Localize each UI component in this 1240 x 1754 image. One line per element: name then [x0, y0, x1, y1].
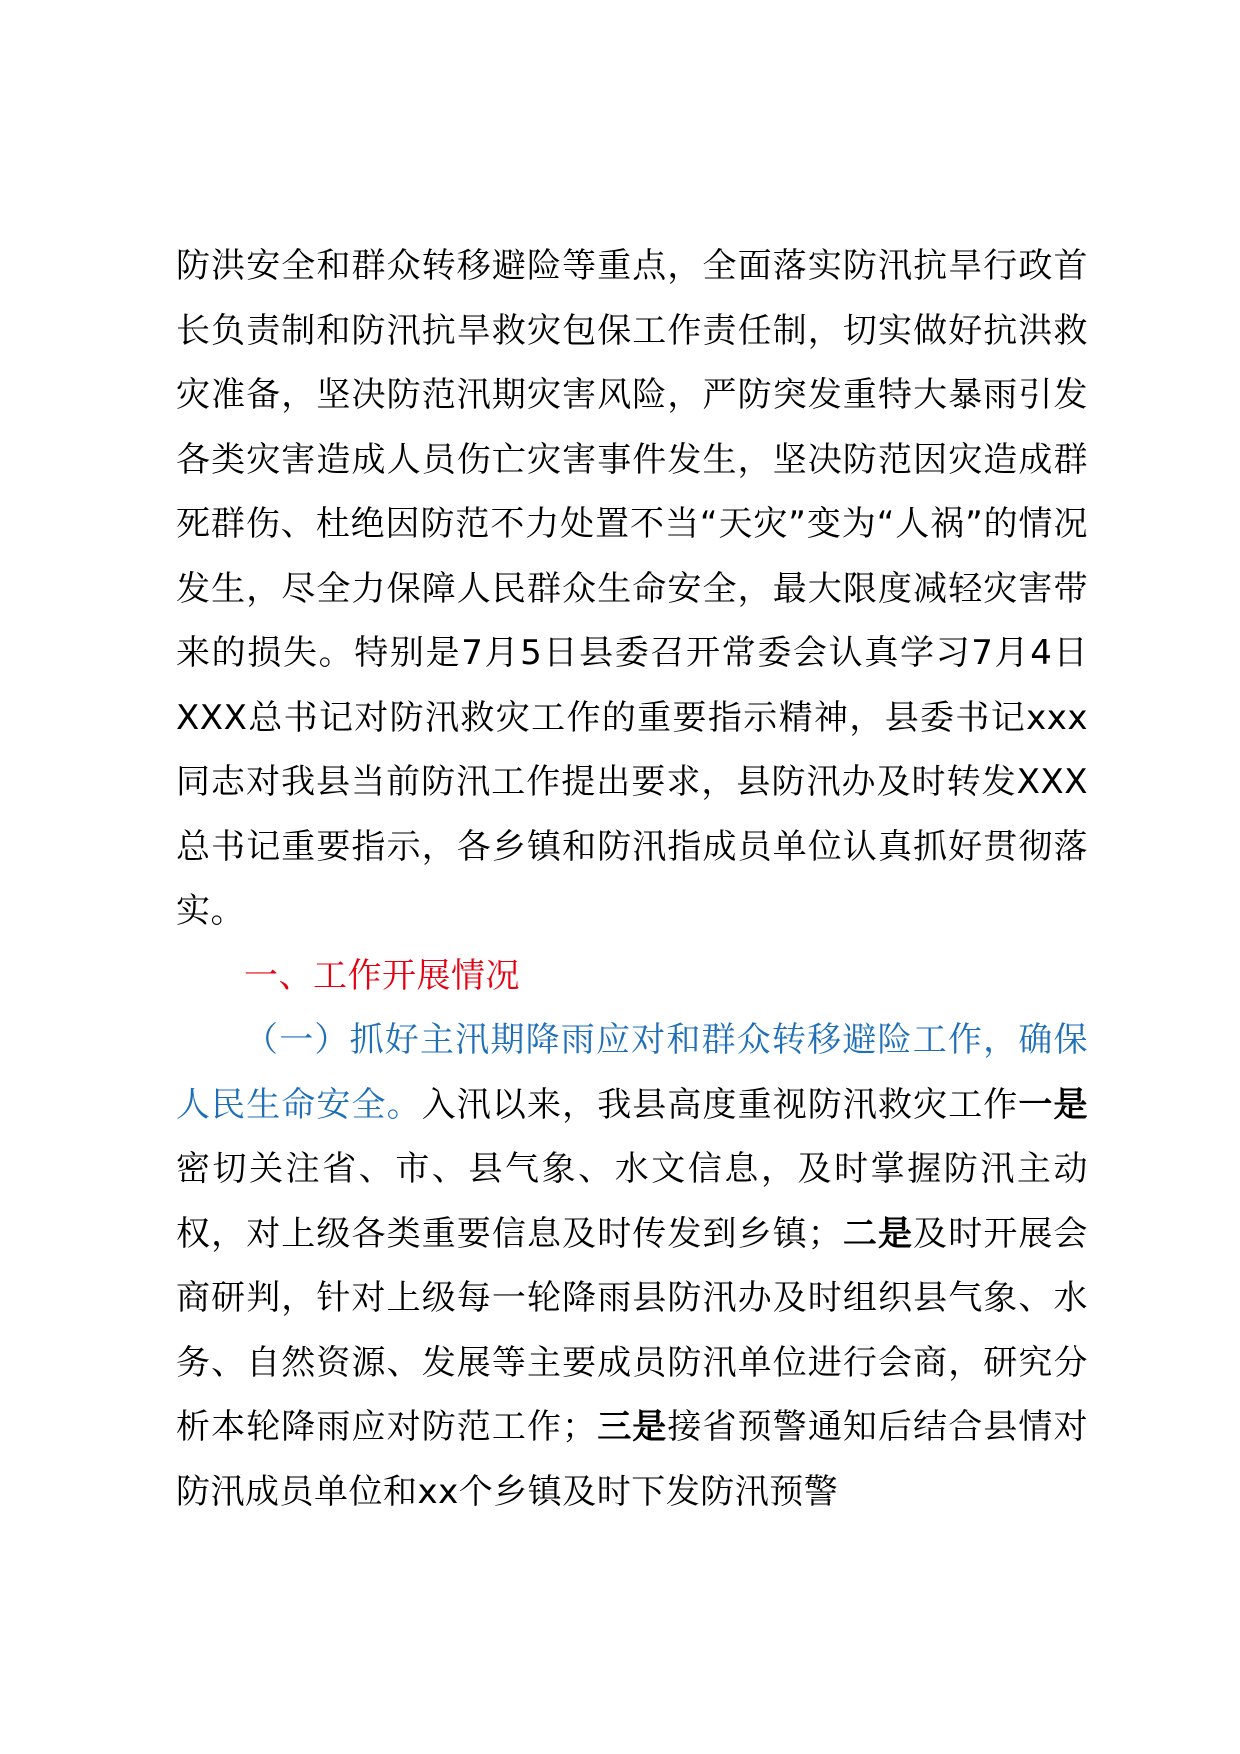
subsection-title: （一）抓好主汛期降雨应对和群众转移避险工作，确保人民生命安全。: [176, 1020, 1088, 1125]
point-1-label: 一是: [1018, 1084, 1089, 1125]
section-heading-text: 一、工作开展情况: [244, 955, 520, 996]
subsection-intro: 入汛以来，我县高度重视防汛救灾工作: [421, 1084, 1019, 1125]
body-paragraph-text: 防洪安全和群众转移避险等重点，全面落实防汛抗旱行政首长负责制和防汛抗旱救灾包保工作责任制，切实做好抗洪救灾准备，坚决防范汛期灾害风险，严防突发重特大暴雨引发各类灾害造成人员伤亡灾害事件发生，坚决防范因灾造成群死群伤、杜绝因防范不力处置不当“天灾”变为“人祸”的情况发生，尽全力保障人民群众生命安全，最大限度减轻灾害带来的损失。特别是7月5日县委召开常委会认真学习7月4日XXX总书记对防汛救灾工作的重要指示精神，县委书记xxx同志对我县当前防汛工作提出要求，县防汛办及时转发XXX总书记重要指示，各乡镇和防汛指成员单位认真抓好贯彻落实。: [176, 246, 1088, 931]
point-2-text: 及时开展会商研判，针对上级每一轮降雨县防汛办及时组织县气象、水务、自然资源、发展等主要成员防汛单位进行会商，研究分析本轮降雨应对防范工作；: [176, 1213, 1089, 1447]
point-3-text: 接省预警通知后结合县情对防汛成员单位和xx个乡镇及时下发防汛预警: [176, 1407, 1089, 1512]
point-3-label: 三是: [596, 1407, 668, 1447]
point-1-text: 密切关注省、市、县气象、水文信息，及时掌握防汛主动权，对上级各类重要信息及时传发到乡镇；: [176, 1149, 1088, 1254]
subsection-paragraph: [176, 1008, 1088, 1524]
document-body: [176, 234, 1088, 1524]
body-paragraph: [176, 234, 1088, 944]
point-2-label: 二是: [842, 1213, 914, 1254]
section-heading: [176, 944, 1088, 1009]
